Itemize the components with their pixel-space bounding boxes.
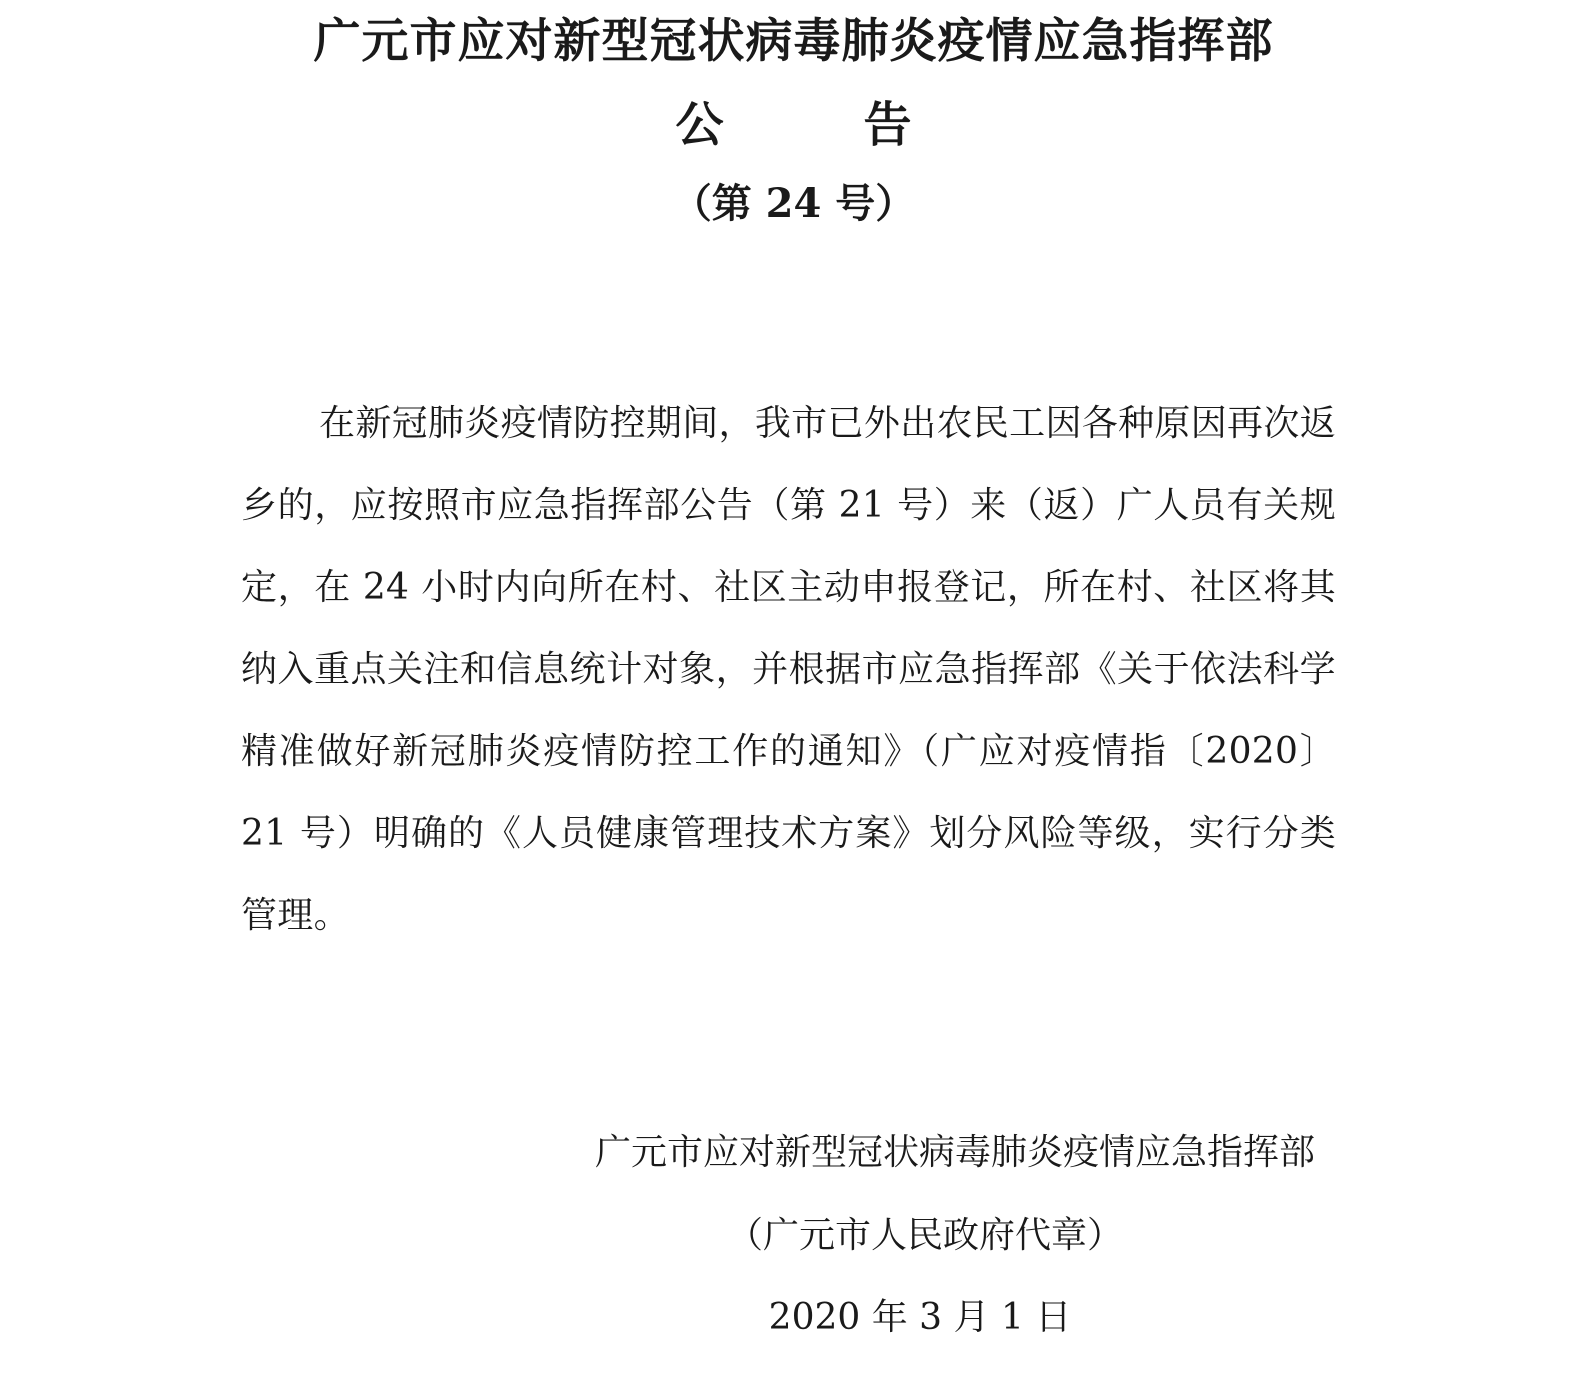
body-paragraph: 在新冠肺炎疫情防控期间，我市已外出农民工因各种原因再次返乡的，应按照市应急指挥部公告（第 21 号）来（返）广人员有关规定，在 24 小时内向所在村、社区主动申报登记，所在村、社区将其纳入重点关注和信息统计对象，并根据市应急指挥部《关于依法科学精准做好新冠肺炎疫情防控工作的通知》（广应对疫情指〔2020〕21 号）明确的《人员健康管理技术方案》划分风险等级，实行分类管理。 bbox=[241, 403, 1336, 936]
signature-seal-note: （广元市人民政府代章） bbox=[726, 1215, 1123, 1256]
document-title: 广元市应对新型冠状病毒肺炎疫情应急指挥部 bbox=[313, 14, 1274, 69]
document-number: （第 24 号） bbox=[671, 180, 916, 227]
document-subtitle: 公告 bbox=[675, 97, 1052, 153]
signature-date: 2020 年 3 月 1 日 bbox=[768, 1297, 1072, 1338]
signature-organization: 广元市应对新型冠状病毒肺炎疫情应急指挥部 bbox=[594, 1132, 1315, 1173]
